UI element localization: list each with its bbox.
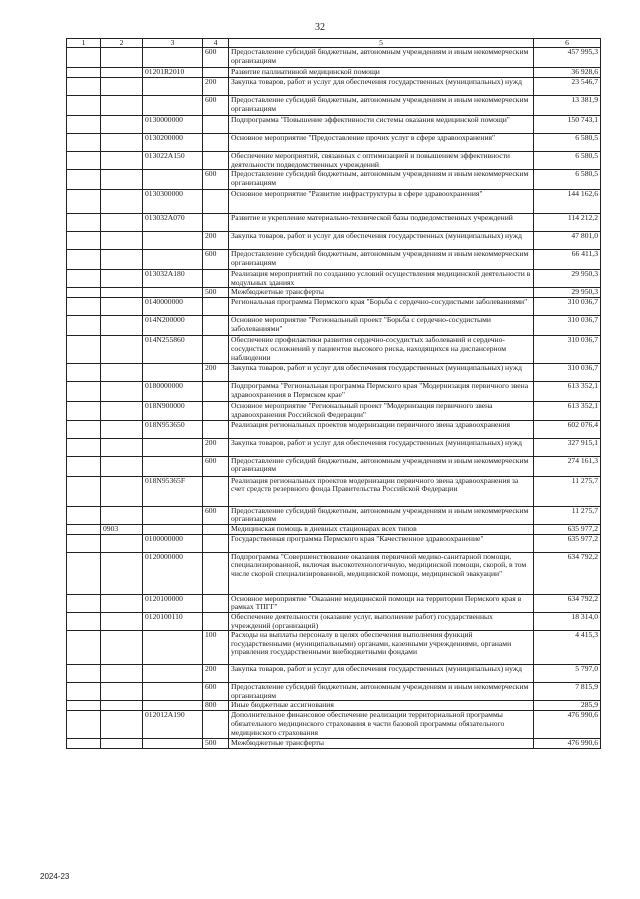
cell-c3 [143,701,203,711]
cell-c1 [67,170,101,190]
table-row [67,232,601,250]
cell-c3: 012012А190 [143,711,203,739]
cell-c3 [143,438,203,456]
cell-c6: 36 928,6 [534,68,601,78]
cell-c4 [203,270,229,288]
cell-c3: 013032А070 [143,214,203,232]
cell-c3 [143,739,203,749]
cell-c5: Государственная программа Пермского края "Качественное здравоохранение" [229,534,534,552]
table-row [67,214,601,232]
table-row [67,170,601,190]
cell-c6: 4 415,3 [534,631,601,665]
cell-c5: Основное мероприятие "Оказание медицинской помощи на территории Пермского края в рамках ТПГГ" [229,594,534,612]
table-row [67,298,601,316]
cell-c4: 200 [203,232,229,250]
table-row [67,78,601,96]
cell-c4 [203,190,229,214]
cell-c5: Обеспечение деятельности (оказание услуг, выполнение работ) государственных учреждений (организаций) [229,612,534,630]
cell-c6: 602 076,4 [534,420,601,438]
cell-c3 [143,631,203,665]
cell-c1 [67,152,101,170]
header-cell: 6 [534,39,601,48]
cell-c1 [67,214,101,232]
cell-c2: 0903 [101,524,143,534]
cell-c4: 200 [203,665,229,683]
table-row [67,420,601,438]
cell-c4: 600 [203,170,229,190]
cell-c6: 613 352,1 [534,382,601,402]
cell-c6: 327 915,1 [534,438,601,456]
cell-c1 [67,364,101,382]
cell-c3: 014N200000 [143,316,203,336]
cell-c1 [67,134,101,152]
cell-c5: Закупка товаров, работ и услуг для обеспечения государственных (муниципальных) нужд [229,665,534,683]
cell-c6: 613 352,1 [534,402,601,420]
cell-c3: 014N255860 [143,336,203,364]
cell-c5: Предоставление субсидий бюджетным, автономным учреждениям и иным некоммерческим организациям [229,456,534,476]
cell-c1 [67,250,101,270]
table-row [67,683,601,701]
cell-c1 [67,298,101,316]
cell-c4 [203,594,229,612]
cell-c4 [203,152,229,170]
cell-c1 [67,506,101,524]
header-cell: 3 [143,39,203,48]
cell-c4: 600 [203,683,229,701]
cell-c6: 310 036,7 [534,316,601,336]
table-row [67,612,601,630]
cell-c4 [203,476,229,506]
cell-c5: Закупка товаров, работ и услуг для обеспечения государственных (муниципальных) нужд [229,78,534,96]
table-row [67,316,601,336]
cell-c4: 800 [203,701,229,711]
cell-c3 [143,250,203,270]
table-row [67,190,601,214]
page-number: 32 [315,22,325,33]
table-row [67,711,601,739]
cell-c5: Реализация региональных проектов модернизации первичного звена здравоохранения [229,420,534,438]
cell-c2 [101,711,143,739]
table-row [67,68,601,78]
cell-c2 [101,506,143,524]
cell-c2 [101,96,143,116]
cell-c2 [101,683,143,701]
cell-c5: Основное мероприятие "Развитие инфраструктуры в сфере здравоохранения" [229,190,534,214]
cell-c5: Предоставление субсидий бюджетным, автономным учреждениям и иным некоммерческим организациям [229,506,534,524]
cell-c6: 11 275,7 [534,476,601,506]
cell-c2 [101,456,143,476]
cell-c1 [67,68,101,78]
cell-c1 [67,631,101,665]
cell-c5: Реализация мероприятий по созданию условий осуществления медицинской деятельности в модульных зданиях [229,270,534,288]
cell-c2 [101,739,143,749]
cell-c4: 600 [203,96,229,116]
cell-c4 [203,134,229,152]
cell-c6: 476 990,6 [534,739,601,749]
cell-c2 [101,190,143,214]
cell-c3: 018N900000 [143,402,203,420]
cell-c1 [67,288,101,298]
cell-c6: 457 995,3 [534,48,601,68]
table-row [67,701,601,711]
cell-c1 [67,524,101,534]
header-cell: 4 [203,39,229,48]
cell-c2 [101,552,143,594]
table-row [67,594,601,612]
table-row [67,438,601,456]
cell-c2 [101,665,143,683]
cell-c2 [101,420,143,438]
table-row [67,665,601,683]
table-row [67,96,601,116]
cell-c6: 11 275,7 [534,506,601,524]
cell-c6: 310 036,7 [534,298,601,316]
cell-c1 [67,534,101,552]
cell-c6: 114 212,2 [534,214,601,232]
cell-c1 [67,96,101,116]
cell-c5: Подпрограмма "Совершенствование оказания первичной медико-санитарной помощи, специализированной, включая высокотехнологичную, медицинской помощи, скорой, в том числе скорой специализированной, медицинской помощи, медицинской эвакуации" [229,552,534,594]
header-cell: 1 [67,39,101,48]
cell-c6: 18 314,0 [534,612,601,630]
cell-c2 [101,134,143,152]
cell-c1 [67,711,101,739]
cell-c4 [203,298,229,316]
table-row [67,48,601,68]
cell-c1 [67,594,101,612]
cell-c5: Подпрограмма "Повышение эффективности системы оказания медицинской помощи" [229,116,534,134]
cell-c5: Основное мероприятие "Региональный проект "Модернизация первичного звена здравоохранения Российской Федерации" [229,402,534,420]
cell-c6: 13 381,9 [534,96,601,116]
cell-c6: 285,9 [534,701,601,711]
cell-c6: 7 815,9 [534,683,601,701]
cell-c6: 5 797,0 [534,665,601,683]
cell-c2 [101,214,143,232]
cell-c1 [67,476,101,506]
cell-c1 [67,48,101,68]
cell-c3: 013032А180 [143,270,203,288]
cell-c4: 600 [203,48,229,68]
table-row [67,456,601,476]
cell-c1 [67,683,101,701]
cell-c4 [203,524,229,534]
cell-c5: Межбюджетные трансферты [229,739,534,749]
cell-c6: 23 546,7 [534,78,601,96]
cell-c4 [203,68,229,78]
cell-c5: Закупка товаров, работ и услуг для обеспечения государственных (муниципальных) нужд [229,364,534,382]
cell-c6: 310 036,7 [534,364,601,382]
cell-c2 [101,364,143,382]
cell-c3 [143,96,203,116]
cell-c3: 01201R2010 [143,68,203,78]
table-row [67,152,601,170]
table-row [67,552,601,594]
cell-c6: 29 950,3 [534,270,601,288]
table-row [67,739,601,749]
cell-c5: Дополнительное финансовое обеспечение реализации территориальной программы обязательного медицинского страхования в части базовой программы обязательного медицинского страхования [229,711,534,739]
cell-c5: Региональная программа Пермского края "Борьба с сердечно-сосудистыми заболеваниями" [229,298,534,316]
cell-c1 [67,612,101,630]
cell-c4 [203,420,229,438]
cell-c4: 600 [203,456,229,476]
cell-c1 [67,78,101,96]
cell-c5: Межбюджетные трансферты [229,288,534,298]
header-cell: 2 [101,39,143,48]
cell-c3 [143,665,203,683]
cell-c6: 635 977,2 [534,524,601,534]
cell-c2 [101,298,143,316]
cell-c1 [67,420,101,438]
cell-c2 [101,288,143,298]
cell-c4: 100 [203,631,229,665]
cell-c2 [101,170,143,190]
cell-c4: 500 [203,288,229,298]
cell-c4: 500 [203,739,229,749]
cell-c6: 6 580,5 [534,152,601,170]
cell-c3 [143,78,203,96]
cell-c2 [101,534,143,552]
table-row [67,116,601,134]
cell-c3 [143,524,203,534]
table-row [67,134,601,152]
cell-c2 [101,612,143,630]
table-header-row [67,39,601,48]
cell-c1 [67,438,101,456]
cell-c6: 47 801,0 [534,232,601,250]
cell-c2 [101,631,143,665]
cell-c6: 634 792,2 [534,552,601,594]
table-row [67,524,601,534]
cell-c3: 018N953650 [143,420,203,438]
cell-c4 [203,534,229,552]
cell-c5: Предоставление субсидий бюджетным, автономным учреждениям и иным некоммерческим организациям [229,683,534,701]
cell-c5: Медицинская помощь в дневных стационарах всех типов [229,524,534,534]
cell-c5: Основное мероприятие "Предоставление прочих услуг в сфере здравоохранения" [229,134,534,152]
footer-code: 2024-23 [40,872,70,881]
table-row [67,364,601,382]
table-row [67,288,601,298]
cell-c1 [67,665,101,683]
cell-c2 [101,382,143,402]
cell-c2 [101,116,143,134]
cell-c1 [67,739,101,749]
cell-c1 [67,190,101,214]
cell-c5: Закупка товаров, работ и услуг для обеспечения государственных (муниципальных) нужд [229,232,534,250]
cell-c3: 0120000000 [143,552,203,594]
cell-c2 [101,701,143,711]
cell-c6: 635 977,2 [534,534,601,552]
cell-c3 [143,170,203,190]
cell-c4 [203,711,229,739]
cell-c4: 200 [203,364,229,382]
cell-c1 [67,382,101,402]
cell-c5: Расходы на выплаты персоналу в целях обеспечения выполнения функций государственными (муниципальными) органами, казенными учреждениями, органами управления государственными внебюджетными фондами [229,631,534,665]
cell-c1 [67,316,101,336]
cell-c3 [143,288,203,298]
cell-c2 [101,316,143,336]
cell-c6: 144 162,6 [534,190,601,214]
cell-c1 [67,232,101,250]
cell-c5: Развитие и укрепление материально-технической базы подведомственных учреждений [229,214,534,232]
cell-c5: Предоставление субсидий бюджетным, автономным учреждениям и иным некоммерческим организациям [229,170,534,190]
cell-c5: Развитие паллиативной медицинской помощи [229,68,534,78]
cell-c6: 274 161,3 [534,456,601,476]
cell-c6: 6 580,5 [534,170,601,190]
cell-c3: 0100000000 [143,534,203,552]
table-row [67,402,601,420]
cell-c1 [67,456,101,476]
cell-c4 [203,612,229,630]
cell-c6: 150 743,1 [534,116,601,134]
cell-c4 [203,316,229,336]
cell-c3 [143,506,203,524]
table-row [67,270,601,288]
cell-c5: Обеспечение мероприятий, связанных с оптимизацией и повышением эффективности деятельности подведомственных учреждений [229,152,534,170]
header-cell: 5 [229,39,534,48]
cell-c2 [101,78,143,96]
cell-c5: Реализация региональных проектов модернизации первичного звена здравоохранения за счет средств резервного фонда Правительства Российской Федерации [229,476,534,506]
cell-c3 [143,48,203,68]
cell-c2 [101,438,143,456]
cell-c6: 6 580,5 [534,134,601,152]
cell-c1 [67,552,101,594]
cell-c1 [67,116,101,134]
table-row [67,382,601,402]
cell-c4 [203,214,229,232]
cell-c3: 0120100000 [143,594,203,612]
budget-table [66,38,601,749]
cell-c2 [101,476,143,506]
cell-c2 [101,250,143,270]
cell-c2 [101,402,143,420]
cell-c4 [203,552,229,594]
cell-c3 [143,364,203,382]
cell-c1 [67,402,101,420]
cell-c5: Иные бюджетные ассигнования [229,701,534,711]
cell-c3: 0120100110 [143,612,203,630]
cell-c4 [203,336,229,364]
cell-c5: Подпрограмма "Региональная программа Пермского края "Модернизация первичного звена здравоохранения в Пермском крае" [229,382,534,402]
cell-c3: 013022А150 [143,152,203,170]
cell-c3 [143,456,203,476]
table-row [67,506,601,524]
cell-c2 [101,68,143,78]
cell-c4: 200 [203,438,229,456]
cell-c4 [203,402,229,420]
cell-c6: 476 990,6 [534,711,601,739]
cell-c4 [203,382,229,402]
cell-c1 [67,701,101,711]
cell-c3: 0130200000 [143,134,203,152]
table-row [67,250,601,270]
cell-c3: 0130300000 [143,190,203,214]
cell-c4: 200 [203,78,229,96]
cell-c3 [143,683,203,701]
cell-c6: 66 411,3 [534,250,601,270]
cell-c3: 018N95365F [143,476,203,506]
cell-c1 [67,270,101,288]
cell-c6: 310 036,7 [534,336,601,364]
cell-c4: 600 [203,506,229,524]
cell-c2 [101,232,143,250]
cell-c6: 29 950,3 [534,288,601,298]
table-row [67,534,601,552]
cell-c3: 0130000000 [143,116,203,134]
cell-c2 [101,336,143,364]
cell-c3: 0140000000 [143,298,203,316]
table-row [67,336,601,364]
table-row [67,631,601,665]
cell-c5: Предоставление субсидий бюджетным, автономным учреждениям и иным некоммерческим организациям [229,96,534,116]
cell-c3 [143,232,203,250]
cell-c6: 634 792,2 [534,594,601,612]
table-body [67,48,601,749]
cell-c5: Предоставление субсидий бюджетным, автономным учреждениям и иным некоммерческим организациям [229,48,534,68]
cell-c2 [101,48,143,68]
cell-c5: Предоставление субсидий бюджетным, автономным учреждениям и иным некоммерческим организациям [229,250,534,270]
cell-c5: Закупка товаров, работ и услуг для обеспечения государственных (муниципальных) нужд [229,438,534,456]
table-row [67,476,601,506]
cell-c5: Основное мероприятие "Региональный проект "Борьба с сердечно-сосудистыми заболеваниями" [229,316,534,336]
cell-c4: 600 [203,250,229,270]
cell-c2 [101,594,143,612]
cell-c5: Обеспечение профилактики развития сердечно-сосудистых заболеваний и сердечно-сосудистых осложнений у пациентов высокого риска, находящихся на диспансерном наблюдении [229,336,534,364]
cell-c1 [67,336,101,364]
cell-c4 [203,116,229,134]
cell-c2 [101,270,143,288]
cell-c2 [101,152,143,170]
cell-c3: 0180000000 [143,382,203,402]
